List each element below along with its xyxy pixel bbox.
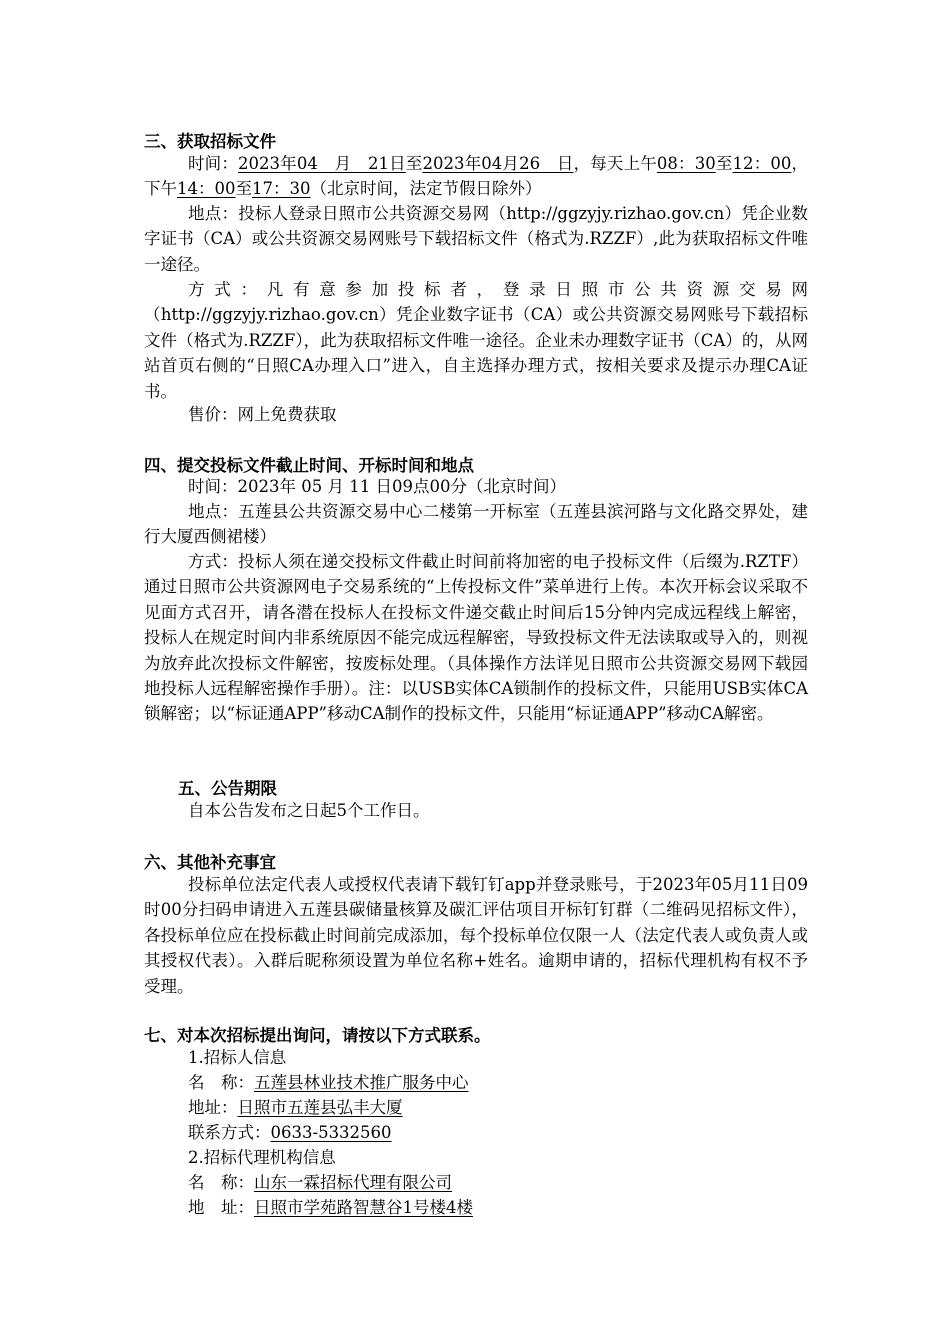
section-3-heading: 三、获取招标文件 [144,132,276,151]
agent-name-row: 名 称：山东一霖招标代理有限公司 [188,1173,452,1192]
s4-time: 时间：2023年 05 月 11 日09点00分（北京时间） [188,477,566,496]
section-5-heading: 五、公告期限 [178,779,277,798]
s4-method: 方式：投标人须在递交投标文件截止时间前将加密的电子投标文件（后缀为.RZTF）通过日照市公共资源网电子交易系统的“上传投标文件”菜单进行上传。本次开标会议采取不见面方式召开，请各潜在投标人在投标文件递交截止时间后15分钟内完成远程线上解密，投标人在规定时间内非系统原因不能完成远程解密，导致投标文件无法读取或导入的，则视为放弃此次投标文件解密，按废标处理。（具体操作方法详见日照市公共资源交易网下载园地投标人远程解密操作手册）。注：以USB实体CA锁制作的投标文件，只能用USB实体CA锁解密；以“标证通APP”移动CA制作的投标文件，只能用“标证通APP”移动CA解密。 [144,552,808,724]
agent-address: 日照市学苑路智慧谷1号楼4楼 [254,1198,473,1217]
tenderer-phone: 0633-5332560 [270,1123,392,1142]
section-7-heading: 七、对本次招标提出询问，请按以下方式联系。 [144,1026,491,1045]
tenderer-address: 日照市五莲县弘丰大厦 [237,1098,403,1117]
section-4-heading: 四、提交投标文件截止时间、开标时间和地点 [144,456,474,475]
tenderer-name-row: 名 称：五莲县林业技术推广服务中心 [188,1073,469,1092]
section-6-heading: 六、其他补充事宜 [144,853,276,872]
s4-place: 地点：五莲县公共资源交易中心二楼第一开标室（五莲县滨河路与文化路交界处，建行大厦西侧裙楼） [144,502,808,547]
s5-text: 自本公告发布之日起5个工作日。 [188,801,430,820]
s3-price: 售价：网上免费获取 [188,405,337,424]
s3-time: 时间：2023年04 月 21日至2023年04月26 日，每天上午08：30至12：00，下午14：00至17：30（北京时间，法定节假日除外） [144,154,809,199]
tenderer-heading: 1.招标人信息 [188,1048,287,1067]
tenderer-address-row: 地址：日照市五莲县弘丰大厦 [188,1098,403,1117]
agent-address-row: 地 址：日照市学苑路智慧谷1号楼4楼 [188,1198,473,1217]
tenderer-phone-row: 联系方式：0633-5332560 [188,1123,392,1142]
s3-method: 方式：凡有意参加投标者，登录日照市公共资源交易网（http://ggzyjy.rizhao.gov.cn）凭企业数字证书（CA）或公共资源交易网账号下载招标文件（格式为.RZZF），此为获取招标文件唯一途径。企业未办理数字证书（CA）的，从网站首页右侧的“日照CA办理入口”进入，自主选择办理方式，按相关要求及提示办理CA证书。 [144,280,808,401]
tenderer-name: 五莲县林业技术推广服务中心 [254,1073,469,1092]
s6-text: 投标单位法定代表人或授权代表请下载钉钉app并登录账号，于2023年05月11日09时00分扫码申请进入五莲县碳储量核算及碳汇评估项目开标钉钉群（二维码见招标文件），各投标单位应在投标截止时间前完成添加，每个投标单位仅限一人（法定代表人或负责人或其授权代表）。入群后昵称须设置为单位名称+姓名。逾期申请的，招标代理机构有权不予受理。 [144,875,808,996]
s3-place: 地点：投标人登录日照市公共资源交易网（http://ggzyjy.rizhao.gov.cn）凭企业数字证书（CA）或公共资源交易网账号下载招标文件（格式为.RZZF）,此为获取招标文件唯一途径。 [144,204,808,274]
agent-heading: 2.招标代理机构信息 [188,1148,336,1167]
agent-name: 山东一霖招标代理有限公司 [254,1173,452,1192]
